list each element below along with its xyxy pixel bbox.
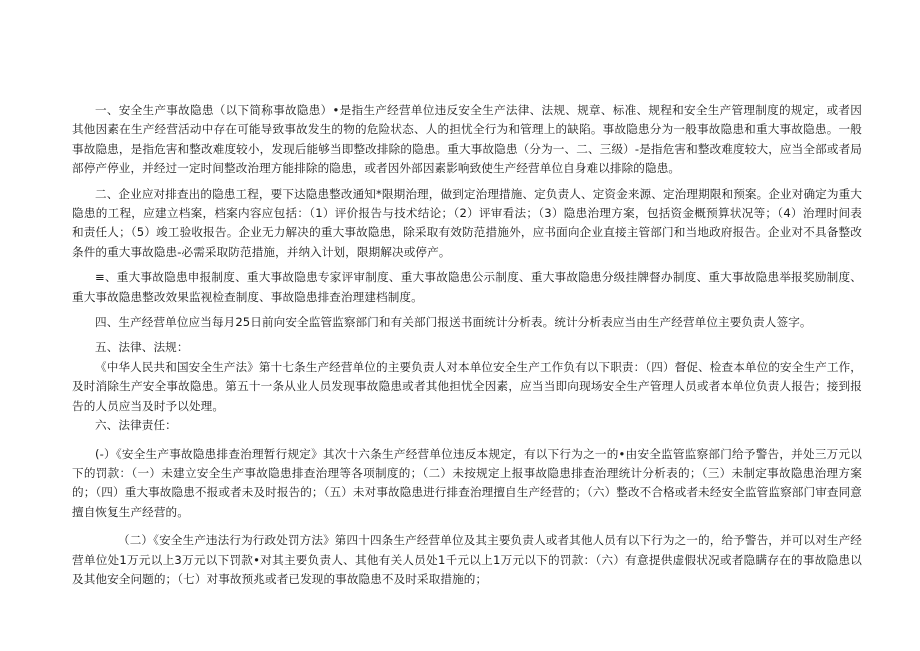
document-body bbox=[72, 101, 862, 589]
paragraph-interim-regulation: (-）《安全生产事故隐患排查治理暂行规定》其次十六条生产经营单位违反本规定，有以下行为之一的•由安全监管监察部门给予警告，并处三万元以下的罚款：（一）未建立安全生产事故隐患排查治理等各项制度的；（二）未按规定上报事故隐患排查治理统计分析表的；（三）未制定事故隐患治理方案的；（四）重大事故隐患不报或者未及时报告的；（五）未对事故隐患进行排查治理擅自生产经营的；（六）整改不合格或者未经安全监管监察部门审查同意擅自恢复生产经营的。 bbox=[72, 446, 862, 519]
heading-laws: 五、法律、法规： bbox=[95, 340, 189, 355]
paragraph-systems: ≡、重大事故隐患申报制度、重大事故隐患专家评审制度、重大事故隐患公示制度、重大事故隐患分级挂牌督办制度、重大事故隐患举报奖励制度、重大事故隐患整改效果监视检查制度、事故隐患排查治理建档制度。 bbox=[72, 270, 862, 304]
paragraph-safety-law: 《中华人民共和国安全生产法》第十七条生产经营单位的主要负责人对本单位安全生产工作负有以下职责：（四）督促、检查本单位的安全生产工作，及时消除生产安全事故隐患。第五十一条从业人员发现事故隐患或者其他担忧全因素，应当当即向现场安全生产管理人员或者本单位负责人报告；接到报告的人员应当及时予以处理。 bbox=[72, 359, 862, 413]
paragraph-monthly-report: 四、生产经营单位应当每月25日前向安全监管监察部门和有关部门报送书面统计分析表。统计分析表应当由生产经营单位主要负责人签字。 bbox=[95, 315, 812, 330]
heading-legal-liability: 六、法律责任： bbox=[95, 418, 177, 433]
paragraph-rectification: 二、企业应对排查出的隐患工程，要下达隐患整改通知*限期治理，做到定治理措施、定负责人、定资金来源、定治理期限和预案。企业对确定为重大隐患的工程，应建立档案，档案内容应包括：（1）评价报告与技术结论；（2）评审看法；（3）隐患治理方案，包括资金概预算状况等；（4）治理时间表和责任人；（5）竣工验收报告。企业无力解决的重大事故隐患，除采取有效防范措施外，应书面向企业直接主管部门和当地政府报告。企业对不具备整改条件的重大事故隐患-必需采取防范措施，并纳入计划，限期解决或停产。 bbox=[72, 186, 862, 259]
paragraph-hazard-definition: 一、安全生产事故隐患（以下简称事故隐患）•是指生产经营单位违反安全生产法律、法规、规章、标准、规程和安全生产管理制度的规定，或者因其他因素在生产经营活动中存在可能导致事故发生的物的危险状态、人的担忧全行为和管理上的缺陷。事故隐患分为一般事故隐患和重大事故隐患。一般事故隐患，是指危害和整改难度较小，发现后能够当即整改排除的隐患。重大事故隐患（分为一、二、三级）-是指危害和整改难度较大，应当全部或者局部停产停业，并经过一定时间整改治理方能排除的隐患，或者因外部因素影响致使生产经营单位自身难以排除的隐患。 bbox=[72, 103, 862, 176]
paragraph-penalty-method: （二）《安全生产违法行为行政处罚方法》第四十四条生产经营单位及其主要负责人或者其他人员有以下行为之一的，给予警告，并可以对生产经营单位处1万元以上3万元以下罚款•对其主要负责人、其他有关人员处1千元以上1万元以下的罚款：（六）有意提供虚假状况或者隐瞒存在的事故隐患以及其他安全问题的；（七）对事故预兆或者已发现的事故隐患不及时采取措施的； bbox=[72, 533, 862, 586]
